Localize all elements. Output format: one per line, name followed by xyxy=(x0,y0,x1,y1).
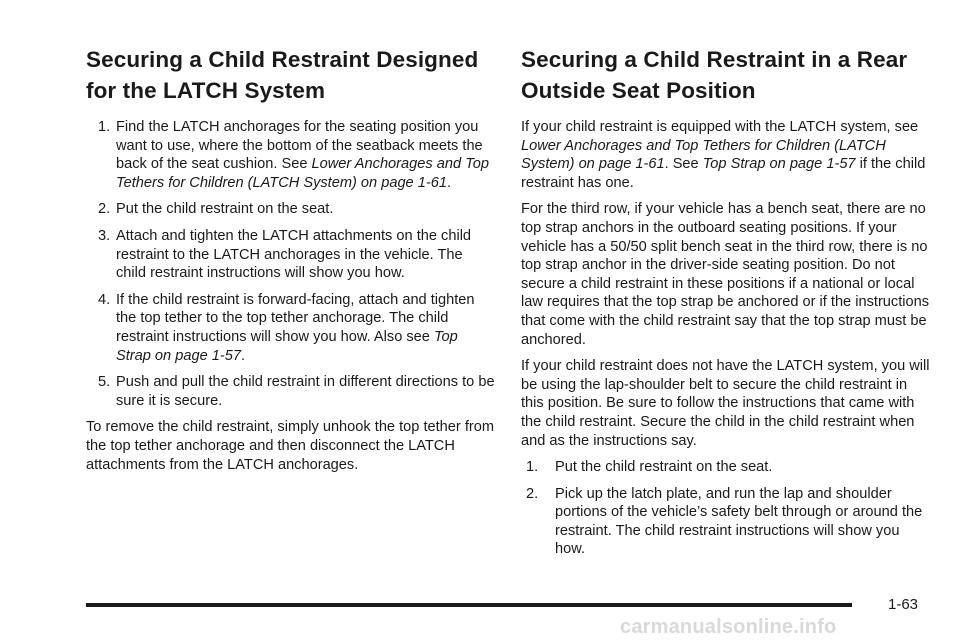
list-item xyxy=(86,291,496,365)
list-item xyxy=(86,200,496,219)
right-steps-list xyxy=(526,458,931,559)
cross-reference: Top Strap on page 1-57 xyxy=(116,328,458,364)
list-item xyxy=(86,118,496,192)
right-column xyxy=(521,44,931,567)
step-text: If the child restraint is forward-facing, attach and tighten the top tether to the top tether anchorage. The child restraint instructions will show you how. Also see xyxy=(116,291,475,345)
third-row-paragraph: For the third row, if your vehicle has a bench seat, there are no top strap anchors in the outboard seating positions. If your vehicle has a 50/50 split bench seat in the third row, there is no top strap anchor in the driver-side seating position. Do not secure a child restraint in these positions if a national or local law requires that the top strap be anchored or if the instructions that come with the child restraint say that the top strap must be anchored. xyxy=(521,201,930,348)
list-item xyxy=(526,458,931,477)
step-number: 2. xyxy=(526,485,539,502)
latch-paragraph xyxy=(521,118,931,192)
list-item xyxy=(86,373,496,410)
lap-shoulder-paragraph: If your child restraint does not have the LATCH system, you will be using the lap-shoulder belt to secure the child restraint in this position. Be sure to follow the instructions that came with the child restraint. Secure the child in the child restraint when and as the instructions say. xyxy=(521,358,930,449)
list-item xyxy=(86,227,496,283)
watermark: carmanualsonline.info xyxy=(620,616,837,638)
left-steps-list xyxy=(86,118,496,410)
page-number: 1-63 xyxy=(888,596,919,613)
footer-rule xyxy=(86,603,852,607)
step-text: Pick up the latch plate, and run the lap and shoulder portions of the vehicle’s safety belt through or around the restraint. The child restraint instructions will show you how. xyxy=(555,485,923,558)
step-number: 5. xyxy=(98,374,111,391)
step-text: Push and pull the child restraint in different directions to be sure it is secure. xyxy=(116,374,495,409)
step-punctuation: . xyxy=(240,347,246,364)
step-punctuation: . xyxy=(446,174,452,191)
cross-reference: Lower Anchorages and Top Tethers for Children (LATCH System) on page 1-61 xyxy=(521,137,886,173)
step-text: Put the child restraint on the seat. xyxy=(116,201,334,218)
step-number: 2. xyxy=(98,201,111,218)
paragraph-text: If your child restraint is equipped with the LATCH system, see xyxy=(521,119,919,135)
step-text: Put the child restraint on the seat. xyxy=(555,459,773,476)
step-text: Find the LATCH anchorages for the seating position you want to use, where the bottom of the seatback meets the back of the seat cushion. See xyxy=(116,119,483,173)
cross-reference: Top Strap on page 1-57 xyxy=(702,156,856,173)
step-number: 3. xyxy=(98,227,111,244)
left-column xyxy=(86,44,496,482)
paragraph-text: if the child restraint has one. xyxy=(521,156,926,191)
step-number: 4. xyxy=(98,291,111,308)
cross-reference: Lower Anchorages and Top Tethers for Children (LATCH System) on page 1-61 xyxy=(116,156,489,191)
step-number: 1. xyxy=(526,459,539,476)
left-section-title: Securing a Child Restraint Designed for the LATCH System xyxy=(86,47,479,103)
step-text: Attach and tighten the LATCH attachments on the child restraint to the LATCH anchorages in the vehicle. The child restraint instructions will show you how. xyxy=(116,227,472,282)
paragraph-text: . See xyxy=(664,156,703,173)
list-item xyxy=(526,485,931,559)
right-section-title: Securing a Child Restraint in a Rear Outside Seat Position xyxy=(521,47,908,103)
step-number: 1. xyxy=(98,119,111,135)
closing-paragraph: To remove the child restraint, simply unhook the top tether from the top tether anchorage and then disconnect the LATCH attachments from the LATCH anchorages. xyxy=(86,419,495,473)
